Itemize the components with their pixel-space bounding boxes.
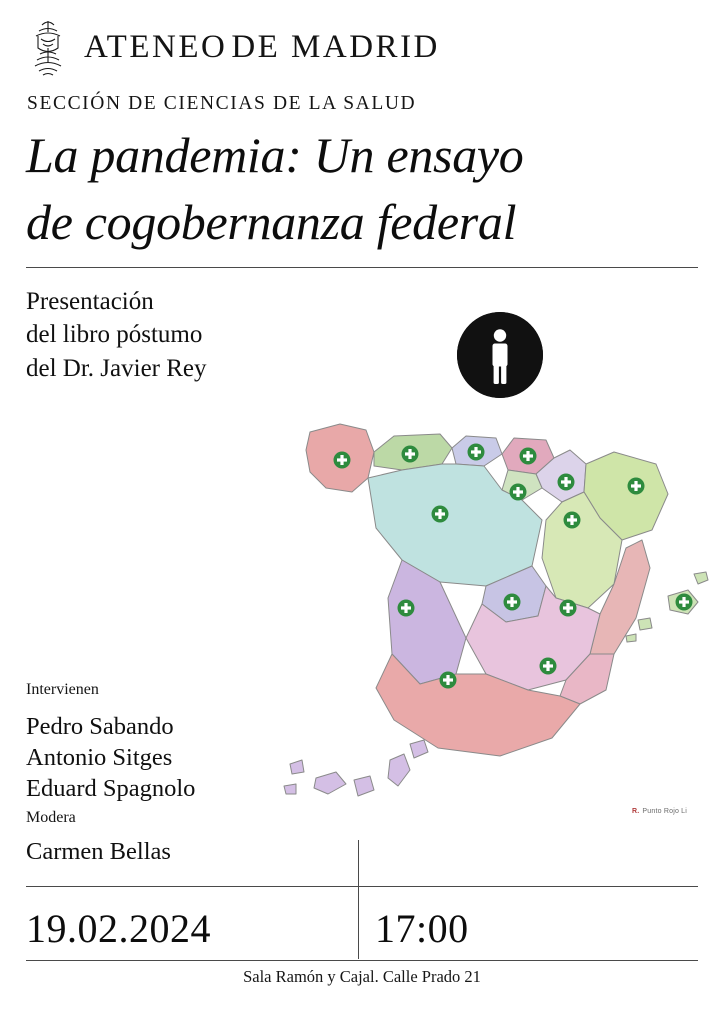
region-canarias-lanzarote (410, 740, 428, 758)
brand-line-1: ATENEO (84, 29, 228, 66)
ateneo-crest-icon (26, 18, 70, 78)
presentation-line-2: del libro póstumo (26, 321, 203, 349)
title-line-1: La pandemia: Un ensayo (26, 127, 524, 183)
presentation-line-3: del Dr. Javier Rey (26, 354, 207, 382)
brand-header (26, 18, 440, 78)
map-credit (632, 808, 687, 815)
region-canarias-gran-canaria (354, 776, 374, 796)
divider-top (26, 267, 698, 268)
region-canarias-tenerife (314, 772, 346, 794)
presentation-block (26, 285, 207, 385)
map-credit-mark: R. (632, 808, 640, 815)
event-date: 19.02.2024 (26, 906, 211, 951)
region-baleares-ibiza (638, 618, 652, 630)
brand-wordmark (84, 29, 440, 66)
moderator-name: Carmen Bellas (26, 838, 171, 865)
region-canarias-gomera (284, 784, 296, 794)
moderator-label: Modera (26, 809, 76, 826)
map-credit-text: Punto Rojo Li (642, 808, 688, 815)
divider-vertical-bottom (358, 887, 359, 959)
event-time: 17:00 (375, 906, 469, 951)
list-item: Antonio Sitges (26, 743, 173, 771)
region-canarias-fuerteventura (388, 754, 410, 786)
region-canarias-lapalma (290, 760, 304, 774)
page-title (26, 122, 706, 255)
list-item: Pedro Sabando (26, 713, 174, 740)
person-pictogram-icon (457, 312, 543, 398)
section-label: SECCIÓN DE CIENCIAS DE LA SALUD (27, 93, 417, 114)
speakers-label: Intervienen (26, 681, 99, 698)
title-line-2: de cogobernanza federal (26, 193, 517, 250)
presentation-line-1: Presentación (26, 288, 154, 315)
divider-vertical-top (358, 840, 359, 886)
region-baleares-formentera (626, 634, 636, 642)
spain-regions-map (270, 408, 710, 828)
speakers-list (26, 712, 195, 805)
divider-bottom (26, 886, 698, 887)
region-baleares-menorca (694, 572, 708, 584)
list-item: Eduard Spagnolo (26, 774, 196, 802)
brand-line-2: DE MADRID (231, 29, 440, 66)
event-venue: Sala Ramón y Cajal. Calle Prado 21 (243, 967, 481, 986)
divider-footer (26, 960, 698, 961)
